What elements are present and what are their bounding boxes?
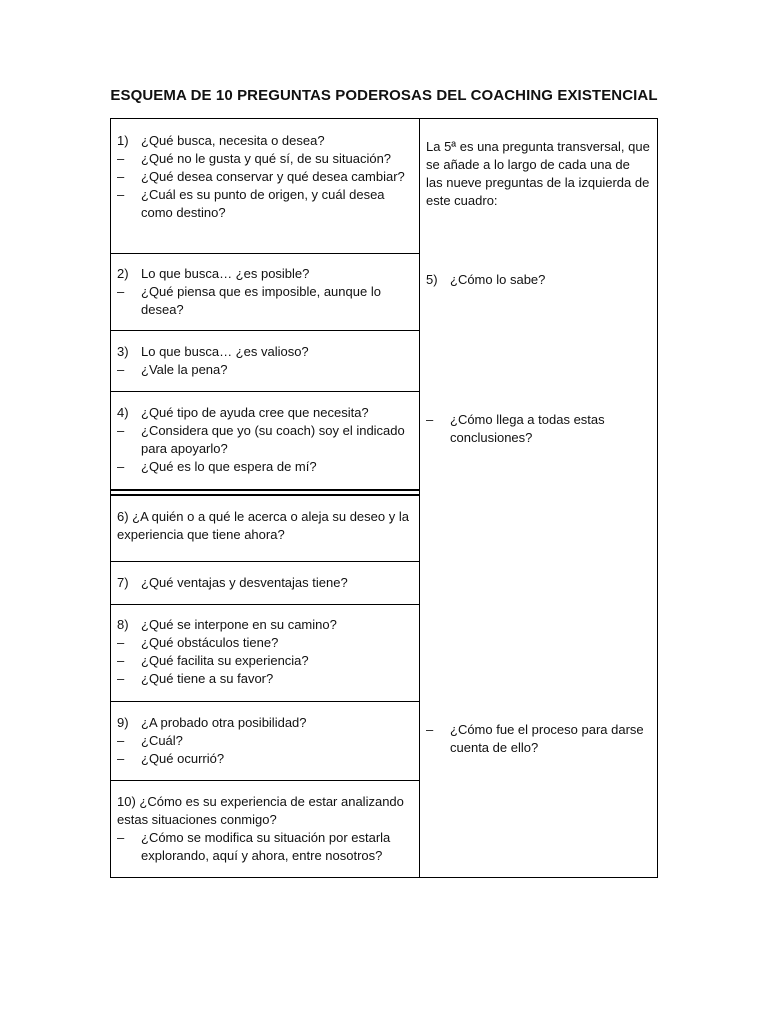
dash-bullet: – — [117, 830, 125, 845]
left-column — [110, 118, 420, 878]
question-5-number: 5) — [426, 272, 438, 287]
question-4 — [117, 404, 413, 422]
question-7 — [117, 574, 413, 592]
question-7-cell — [111, 567, 419, 592]
question-4-number: 4) — [117, 405, 129, 420]
question-9-number: 9) — [117, 715, 129, 730]
question-8-number: 8) — [117, 617, 129, 632]
sub-question — [117, 186, 413, 222]
question-9-text: ¿A probado otra posibilidad? — [141, 715, 307, 730]
question-10-text: 10) ¿Cómo es su experiencia de estar analizando estas situaciones conmigo? — [117, 794, 404, 827]
sub-question — [117, 652, 413, 670]
dash-bullet: – — [117, 751, 125, 766]
dash-bullet: – — [117, 733, 125, 748]
questions-table — [110, 118, 658, 878]
sub-question-text: ¿Qué obstáculos tiene? — [141, 635, 279, 650]
transversal-note-1 — [426, 411, 650, 447]
question-1-number: 1) — [117, 133, 129, 148]
sub-question — [117, 283, 413, 319]
transversal-intro: La 5ª es una pregunta transversal, que se añade a lo largo de cada una de las nueve preguntas de la izquierda de este cuadro: — [426, 139, 650, 208]
sub-question-text: ¿Vale la pena? — [141, 362, 228, 377]
sub-question-text: ¿Qué ocurrió? — [141, 751, 225, 766]
transversal-note-1-text: ¿Cómo llega a todas estas conclusiones? — [450, 412, 605, 445]
double-divider — [111, 489, 419, 496]
transversal-note-2 — [426, 721, 650, 757]
sub-question-text: ¿Cómo se modifica su situación por estarla explorando, aquí y ahora, entre nosotros? — [141, 830, 391, 863]
sub-question — [117, 634, 413, 652]
right-column — [419, 118, 658, 878]
question-5 — [426, 271, 650, 289]
sub-question — [117, 422, 413, 458]
row-divider — [111, 330, 419, 331]
dash-bullet: – — [117, 459, 125, 474]
question-3-cell — [111, 336, 419, 379]
question-6-text: 6) ¿A quién o a qué le acerca o aleja su deseo y la experiencia que tiene ahora? — [117, 509, 409, 542]
question-1-cell — [111, 125, 419, 222]
question-1 — [117, 132, 413, 150]
dash-bullet: – — [117, 671, 125, 686]
question-2-number: 2) — [117, 266, 129, 281]
question-8-text: ¿Qué se interpone en su camino? — [141, 617, 337, 632]
sub-question-text: ¿Qué es lo que espera de mí? — [141, 459, 317, 474]
question-3-text: Lo que busca… ¿es valioso? — [141, 344, 309, 359]
row-divider — [111, 701, 419, 702]
row-divider — [111, 604, 419, 605]
question-2-cell — [111, 258, 419, 319]
sub-question — [117, 670, 413, 688]
question-9 — [117, 714, 413, 732]
row-divider — [111, 561, 419, 562]
sub-question — [117, 458, 413, 476]
sub-question — [117, 829, 413, 865]
sub-question-text: ¿Qué facilita su experiencia? — [141, 653, 309, 668]
sub-question — [117, 750, 413, 768]
question-1-text: ¿Qué busca, necesita o desea? — [141, 133, 325, 148]
row-divider — [111, 780, 419, 781]
row-divider — [111, 391, 419, 392]
sub-question-text: ¿Considera que yo (su coach) soy el indicado para apoyarlo? — [141, 423, 405, 456]
dash-bullet: – — [117, 187, 125, 202]
sub-question — [117, 168, 413, 186]
transversal-note-2-text: ¿Cómo fue el proceso para darse cuenta de ello? — [450, 722, 644, 755]
question-3-number: 3) — [117, 344, 129, 359]
sub-question-text: ¿Cuál es su punto de origen, y cuál desea como destino? — [141, 187, 385, 220]
dash-bullet: – — [426, 412, 434, 427]
question-7-number: 7) — [117, 575, 129, 590]
question-8-cell — [111, 609, 419, 688]
sub-question-text: ¿Qué desea conservar y qué desea cambiar? — [141, 169, 405, 184]
question-6-cell — [111, 501, 419, 544]
dash-bullet: – — [117, 284, 125, 299]
dash-bullet: – — [117, 423, 125, 438]
sub-question-text: ¿Qué tiene a su favor? — [141, 671, 274, 686]
row-divider — [111, 253, 419, 254]
sub-question-text: ¿Cuál? — [141, 733, 183, 748]
question-10-cell — [111, 786, 419, 865]
question-4-cell — [111, 397, 419, 476]
dash-bullet: – — [117, 169, 125, 184]
question-7-text: ¿Qué ventajas y desventajas tiene? — [141, 575, 348, 590]
dash-bullet: – — [117, 635, 125, 650]
dash-bullet: – — [117, 151, 125, 166]
sub-question — [117, 361, 413, 379]
dash-bullet: – — [117, 362, 125, 377]
question-2-text: Lo que busca… ¿es posible? — [141, 266, 310, 281]
question-8 — [117, 616, 413, 634]
question-3 — [117, 343, 413, 361]
sub-question-text: ¿Qué no le gusta y qué sí, de su situación? — [141, 151, 392, 166]
question-9-cell — [111, 707, 419, 768]
sub-question — [117, 150, 413, 168]
sub-question-text: ¿Qué piensa que es imposible, aunque lo desea? — [141, 284, 381, 317]
question-2 — [117, 265, 413, 283]
question-4-text: ¿Qué tipo de ayuda cree que necesita? — [141, 405, 369, 420]
dash-bullet: – — [426, 722, 434, 737]
dash-bullet: – — [117, 653, 125, 668]
sub-question — [117, 732, 413, 750]
question-5-text: ¿Cómo lo sabe? — [450, 272, 546, 287]
document-title: ESQUEMA DE 10 PREGUNTAS PODEROSAS DEL COACHING EXISTENCIAL — [110, 87, 658, 104]
